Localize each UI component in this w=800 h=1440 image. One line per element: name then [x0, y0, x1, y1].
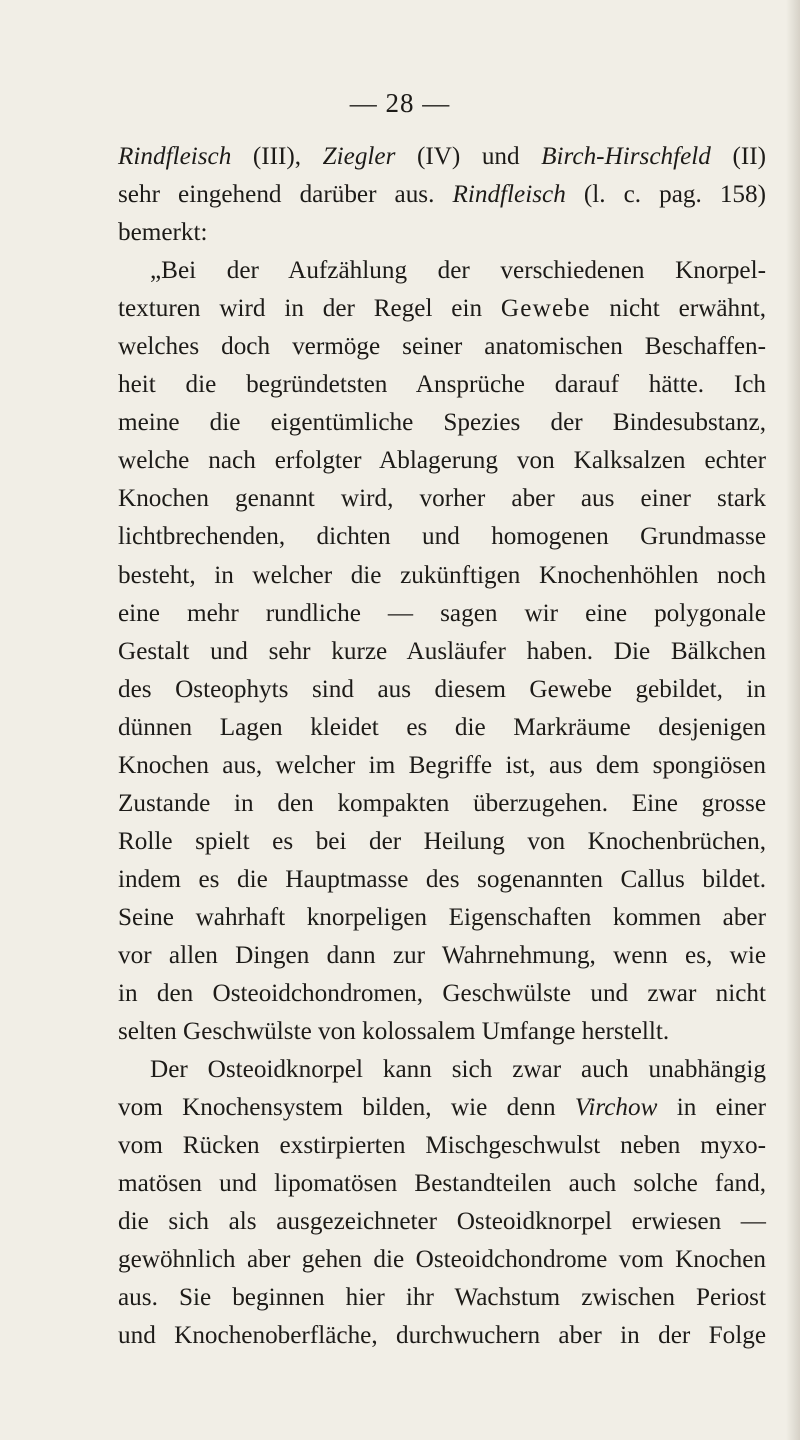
text-run: besteht, in welcher die zukünftigen Knochenhöhlen noch	[118, 561, 766, 589]
text-run: Gestalt und sehr kurze Ausläufer haben. Die Bälkchen	[118, 637, 766, 665]
text-run: heit die begründetsten Ansprüche darauf hätte. Ich	[118, 371, 766, 399]
text-run: welches doch vermöge seiner anatomischen Beschaffen-	[118, 333, 766, 361]
text-run: Seine wahrhaft knorpeligen Eigenschaften kommen aber	[118, 903, 766, 931]
text-line	[118, 138, 766, 176]
text-run: (IV) und	[395, 143, 542, 170]
text-run: in einer	[657, 1094, 766, 1122]
text-run: (II)	[710, 143, 766, 170]
text-line	[118, 785, 766, 823]
text-line	[118, 404, 766, 442]
text-run: (l. c. pag. 158)	[565, 181, 766, 209]
page-edge-shadow	[786, 0, 800, 1440]
text-run: vom Knochensystem bilden, wie denn	[118, 1094, 575, 1122]
page-number: — 28 —	[349, 88, 451, 118]
text-run: Zustande in den kompakten überzugehen. Eine grosse	[118, 789, 766, 817]
text-line	[118, 671, 766, 709]
text-run: vom Rücken exstirpierten Mischgeschwulst neben myxo-	[118, 1132, 766, 1160]
text-run: Der Osteoidknorpel kann sich zwar auch unabhängig	[150, 1056, 766, 1084]
text-line	[118, 557, 766, 595]
text-line	[118, 214, 766, 252]
text-line	[118, 1241, 766, 1279]
text-line	[118, 709, 766, 747]
text-line	[118, 823, 766, 861]
text-run: matösen und lipomatösen Bestandteilen auch solche fand,	[118, 1170, 766, 1198]
author-name: Rindfleisch	[118, 143, 232, 170]
text-run: bemerkt:	[118, 219, 208, 247]
author-name: Ziegler	[322, 143, 396, 170]
text-line	[118, 1165, 766, 1203]
text-run: in den Osteoidchondromen, Geschwülste und zwar nicht	[118, 980, 766, 1008]
text-run: sehr eingehend darüber aus.	[118, 181, 453, 209]
text-line	[118, 975, 766, 1013]
text-line	[118, 176, 766, 214]
text-line	[118, 861, 766, 899]
text-line	[118, 1051, 766, 1089]
text-run: des Osteophyts sind aus diesem Gewebe gebildet, in	[118, 675, 766, 703]
text-run: texturen wird in der Regel ein	[118, 295, 501, 323]
text-line	[118, 633, 766, 671]
text-run: Gewebe	[500, 295, 591, 323]
text-run: gewöhnlich aber gehen die Osteoidchondrome vom Knochen	[118, 1246, 766, 1274]
text-line	[118, 1203, 766, 1241]
text-line	[118, 1089, 766, 1127]
author-name: Birch-Hirschfeld	[541, 143, 711, 170]
text-run: Knochen aus, welcher im Begriffe ist, aus dem spongiösen	[118, 751, 766, 779]
author-name: Rindfleisch	[452, 181, 566, 209]
text-line	[118, 1317, 766, 1355]
text-run: „Bei der Aufzählung der verschiedenen Knorpel-	[150, 257, 766, 285]
text-run: aus. Sie beginnen hier ihr Wachstum zwischen Periost	[118, 1284, 766, 1312]
text-run: lichtbrechenden, dichten und homogenen Grundmasse	[118, 523, 766, 551]
text-line	[118, 1013, 766, 1051]
text-run: vor allen Dingen dann zur Wahrnehmung, wenn es, wie	[118, 941, 766, 969]
text-run: Knochen genannt wird, vorher aber aus einer stark	[118, 485, 766, 513]
text-line	[118, 937, 766, 975]
text-run: meine die eigentümliche Spezies der Bindesubstanz,	[118, 409, 766, 437]
text-line	[118, 480, 766, 518]
text-line	[118, 1127, 766, 1165]
text-line	[118, 290, 766, 328]
text-line	[118, 1279, 766, 1317]
text-run: indem es die Hauptmasse des sogenannten Callus bildet.	[118, 865, 766, 893]
body-text	[118, 138, 766, 1356]
text-line	[118, 595, 766, 633]
text-run: und Knochenoberfläche, durchwuchern aber in der Folge	[118, 1322, 766, 1350]
text-line	[118, 747, 766, 785]
text-run: (III),	[231, 143, 323, 170]
text-line	[118, 366, 766, 404]
text-line	[118, 252, 766, 290]
text-line	[118, 899, 766, 937]
text-run: dünnen Lagen kleidet es die Markräume desjenigen	[118, 713, 766, 741]
text-run: nicht erwähnt,	[590, 295, 767, 323]
text-line	[118, 328, 766, 366]
text-line	[118, 518, 766, 556]
author-name: Virchow	[574, 1094, 658, 1122]
text-run: Rolle spielt es bei der Heilung von Knochenbrüchen,	[118, 827, 766, 855]
text-run: welche nach erfolgter Ablagerung von Kalksalzen echter	[118, 447, 766, 475]
text-run: die sich als ausgezeichneter Osteoidknorpel erwiesen —	[118, 1208, 766, 1236]
text-line	[118, 442, 766, 480]
text-run: selten Geschwülste von kolossalem Umfange herstellt.	[118, 1018, 670, 1046]
text-run: eine mehr rundliche — sagen wir eine polygonale	[118, 599, 766, 627]
